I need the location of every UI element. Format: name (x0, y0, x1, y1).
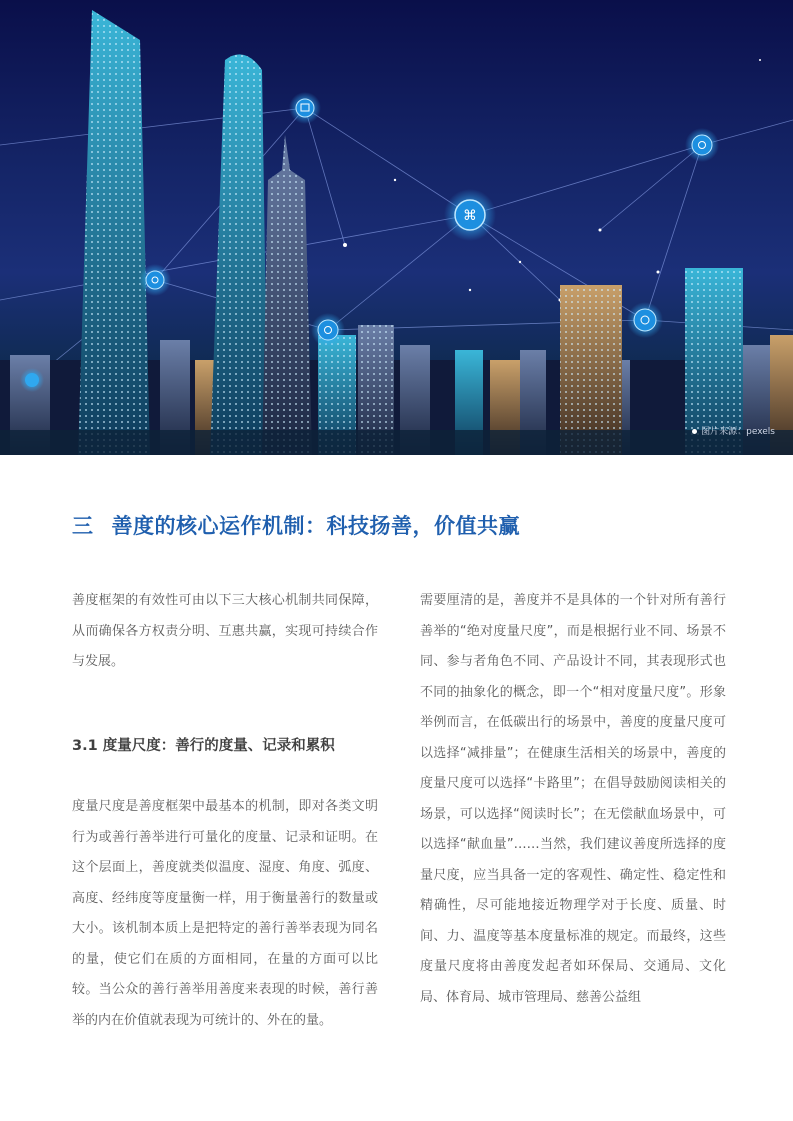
section-number: 三 (72, 514, 94, 538)
intro-paragraph: 善度框架的有效性可由以下三大核心机制共同保障，从而确保各方权责分明、互惠共赢，实现可持续合作与发展。 (72, 593, 378, 669)
city-skyline-illustration (0, 0, 793, 455)
right-body-paragraph: 需要厘清的是，善度并不是具体的一个针对所有善行善举的“绝对度量尺度”，而是根据行业不同、场景不同、参与者角色不同、产品设计不同，其表现形式也不同的抽象化的概念，即一个“相对度量尺度”。形象举例而言，在低碳出行的场景中，善度的度量尺度可以选择“减排量”；在健康生活相关的场景中，善度的度量尺度可以选择“卡路里”；在倡导鼓励阅读相关的场景，可以选择“阅读时长”；在无偿献血场景中，可以选择“献血量”……当然，我们建议善度所选择的度量尺度，应当具备一定的客观性、确定性、稳定性和精确性，尽可能地接近物理学对于长度、质量、时间、力、温度等基本度量标准的规定。而最终，这些度量尺度将由善度发起者如环保局、交通局、文化局、体育局、城市管理局、慈善公益组 (420, 593, 726, 1005)
credit-dot-icon (692, 429, 697, 434)
image-credit-text: 图片来源：pexels (701, 427, 775, 437)
svg-text:⌘: ⌘ (463, 208, 477, 224)
hero-image (0, 0, 793, 455)
left-column-body (72, 792, 378, 1036)
image-credit (692, 424, 775, 437)
right-column (420, 586, 726, 1013)
left-column-intro (72, 586, 378, 678)
section-title (72, 510, 520, 540)
subsection-heading: 3.1 度量尺度：善行的度量、记录和累积 (72, 738, 335, 754)
network-small-nodes (239, 59, 761, 302)
left-body-paragraph: 度量尺度是善度框架中最基本的机制，即对各类文明行为或善行善举进行可量化的度量、记录和证明。在这个层面上，善度就类似温度、湿度、角度、弧度、高度、经纬度等度量衡一样，用于衡量善行的数量或大小。该机制本质上是把特定的善行善举表现为同名的量，使它们在质的方面相同，在量的方面可以比较。当公众的善行善举用善度来表现的时候，善行善举的内在价值就表现为可统计的、外在的量。 (72, 799, 378, 1028)
skyline (0, 10, 793, 455)
section-title-text: 善度的核心运作机制：科技扬善，价值共赢 (111, 514, 520, 538)
